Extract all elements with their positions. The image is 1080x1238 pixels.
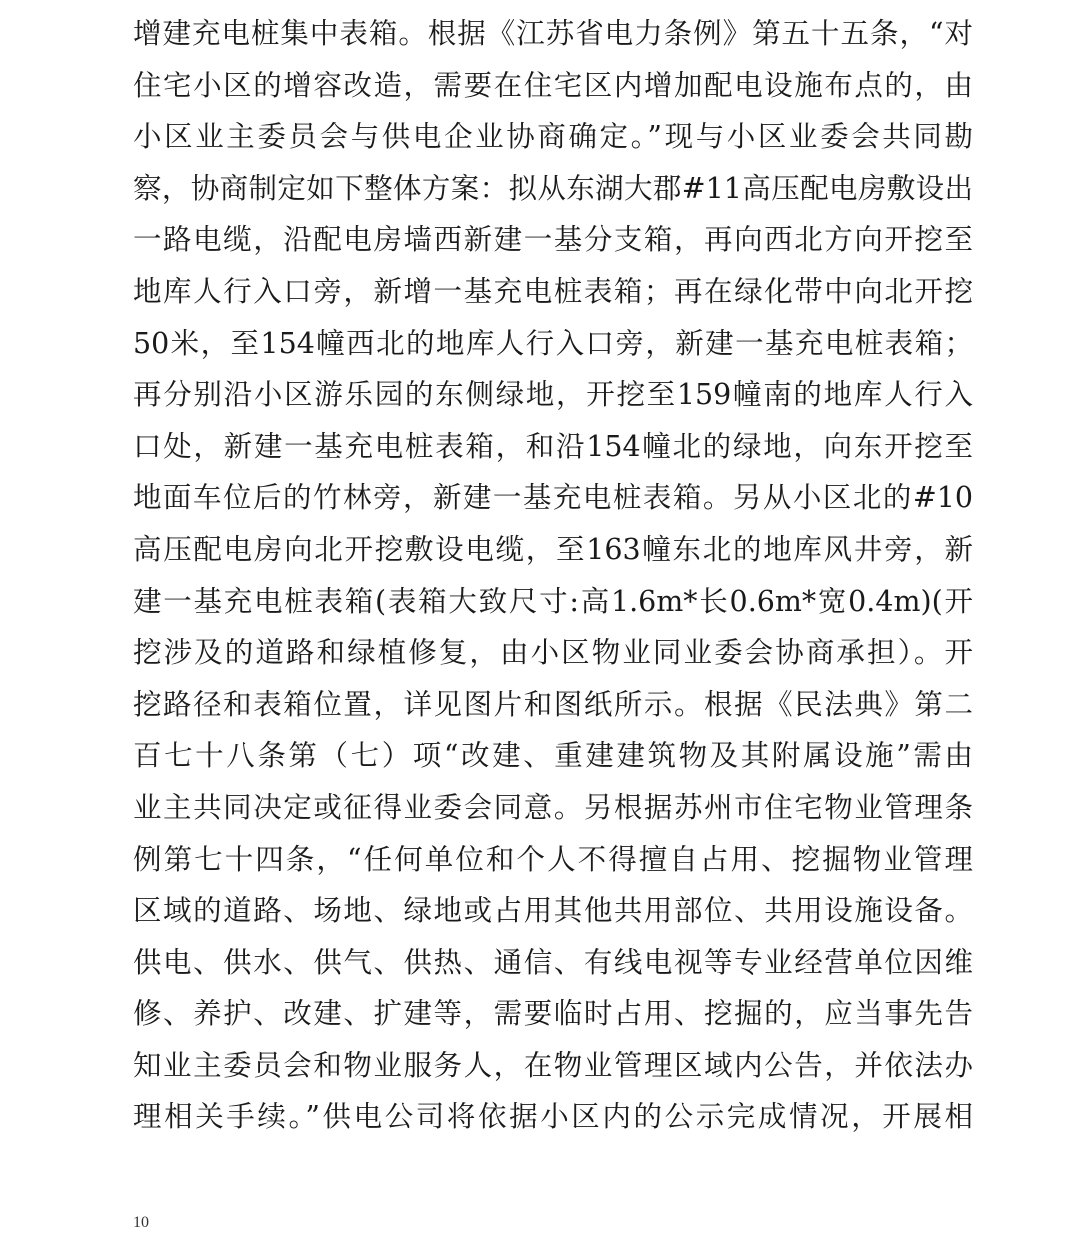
text-line: 再分别沿小区游乐园的东侧绿地，开挖至159幢南的地库人行入 (133, 378, 973, 412)
text-line: 供电、供水、供气、供热、通信、有线电视等专业经营单位因维 (133, 945, 973, 979)
text-line: 50米，至154幢西北的地库人行入口旁，新建一基充电桩表箱； (133, 326, 973, 360)
text-line: 地库人行入口旁，新增一基充电桩表箱；再在绿化带中向北开挖 (133, 274, 973, 308)
text-line: 挖路径和表箱位置，详见图片和图纸所示。根据《民法典》第二 (133, 687, 973, 721)
page-number: 10 (133, 1214, 149, 1231)
text-line: 区域的道路、场地、绿地或占用其他共用部位、共用设施设备。 (133, 894, 973, 928)
text-line: 地面车位后的竹林旁，新建一基充电桩表箱。另从小区北的#10 (133, 481, 973, 515)
text-line: 住宅小区的增容改造，需要在住宅区内增加配电设施布点的，由 (133, 68, 973, 102)
text-line: 修、养护、改建、扩建等，需要临时占用、挖掘的，应当事先告 (133, 997, 973, 1031)
text-line: 百七十八条第（七）项“改建、重建建筑物及其附属设施”需由 (133, 739, 973, 773)
text-line: 理相关手续。”供电公司将依据小区内的公示完成情况，开展相 (133, 1100, 973, 1134)
text-line: 例第七十四条，“任何单位和个人不得擅自占用、挖掘物业管理 (133, 842, 973, 876)
text-line: 高压配电房向北开挖敷设电缆，至163幢东北的地库风井旁，新 (133, 532, 973, 566)
text-line: 小区业主委员会与供电企业协商确定。”现与小区业委会共同勘 (133, 120, 973, 154)
text-line: 挖涉及的道路和绿植修复，由小区物业同业委会协商承担）。开 (133, 636, 973, 670)
text-line: 口处，新建一基充电桩表箱，和沿154幢北的绿地，向东开挖至 (133, 429, 973, 463)
text-line: 业主共同决定或征得业委会同意。另根据苏州市住宅物业管理条 (133, 790, 973, 824)
body-text (133, 8, 973, 1143)
text-line: 一路电缆，沿配电房墙西新建一基分支箱，再向西北方向开挖至 (133, 223, 973, 257)
text-line: 知业主委员会和物业服务人，在物业管理区域内公告，并依法办 (133, 1048, 973, 1082)
text-line: 增建充电桩集中表箱。根据《江苏省电力条例》第五十五条，“对 (133, 17, 973, 50)
text-line: 建一基充电桩表箱(表箱大致尺寸:高1.6m*长0.6m*宽0.4m)(开 (133, 584, 973, 618)
text-line: 察，协商制定如下整体方案：拟从东湖大郡#11高压配电房敷设出 (133, 171, 973, 205)
